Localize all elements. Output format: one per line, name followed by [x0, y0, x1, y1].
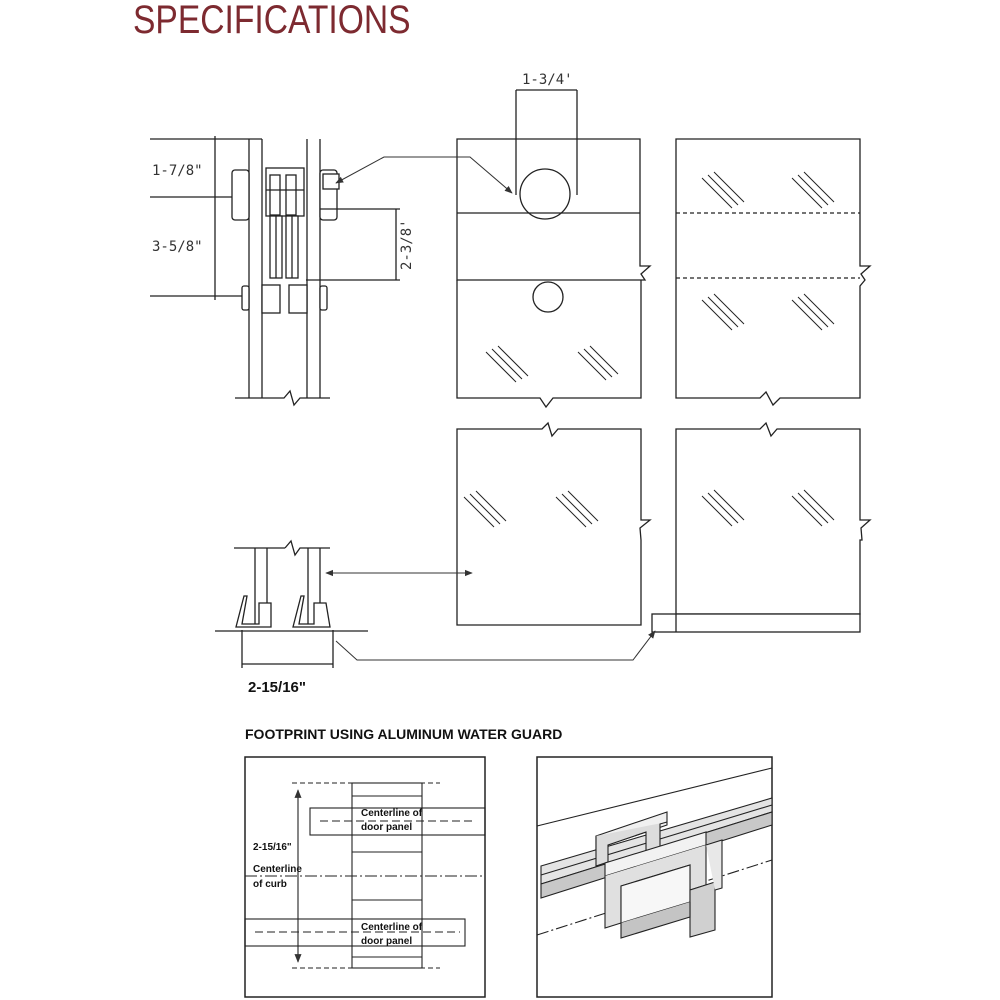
lower-panel-label-1: Centerline of	[361, 922, 423, 933]
dim-top-gap: 1-7/8"	[152, 163, 203, 179]
footprint-heading: FOOTPRINT USING ALUMINUM WATER GUARD	[245, 726, 563, 742]
fixed-panel-view	[652, 139, 870, 632]
footprint-width-label: 2-15/16"	[253, 842, 292, 853]
dim-roller-span: 2-3/8'	[399, 219, 415, 270]
lower-panel-label-2: door panel	[361, 936, 413, 947]
footprint-plan-view	[245, 757, 485, 997]
curb-label-2: of curb	[253, 879, 287, 890]
callout-arrows	[326, 157, 655, 660]
dim-upper-height: 3-5/8"	[152, 239, 203, 255]
dim-track-width: 2-15/16"	[248, 679, 306, 696]
curb-label-1: Centerline	[253, 864, 302, 875]
page-title: SPECIFICATIONS	[133, 0, 411, 42]
water-guard-isometric-view	[537, 757, 772, 997]
dim-hole-diameter: 1-3/4'	[522, 72, 573, 88]
upper-panel-label-2: door panel	[361, 822, 413, 833]
upper-panel-label-1: Centerline of	[361, 808, 423, 819]
